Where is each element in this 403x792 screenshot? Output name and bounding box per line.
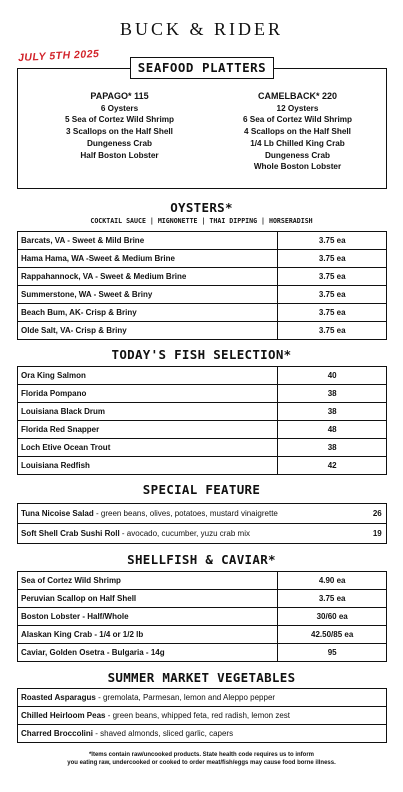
item-price: 3.75 ea [278, 232, 387, 250]
item-name: Louisiana Redfish [18, 457, 278, 475]
table-row [18, 707, 387, 725]
health-disclaimer [0, 752, 403, 767]
item-price: 48 [278, 421, 387, 439]
fish-title: TODAY'S FISH SELECTION* [111, 347, 292, 362]
shellfish-table [17, 571, 387, 662]
item-name: Peruvian Scallop on Half Shell [18, 590, 278, 608]
platter-item: Whole Boston Lobster [253, 162, 342, 172]
item-name: Barcats, VA - Sweet & Mild Brine [18, 232, 278, 250]
disclaimer-line: *Items contain raw/uncooked products. State health code requires us to inform [88, 752, 315, 758]
item-cell [18, 504, 369, 524]
special-title: SPECIAL FEATURE [142, 482, 261, 497]
platter-item: 6 Sea of Cortez Wild Shrimp [242, 115, 353, 125]
special-table [17, 503, 387, 544]
platter-name: PAPAGO* 115 [90, 91, 149, 101]
item-description: - green beans, olives, potatoes, mustard vinaigrette [93, 509, 278, 518]
item-name: Chilled Heirloom Peas [21, 711, 106, 720]
item-price: 95 [278, 644, 387, 662]
item-price: 3.75 ea [278, 286, 387, 304]
item-cell [18, 689, 387, 707]
table-row [18, 232, 387, 250]
disclaimer-line: you eating raw, undercooked or cooked to order meat/fish/eggs may cause food borne illness. [67, 759, 336, 766]
item-cell [18, 524, 369, 544]
item-name: Rappahannock, VA - Sweet & Medium Brine [18, 268, 278, 286]
table-row [18, 268, 387, 286]
item-name: Alaskan King Crab - 1/4 or 1/2 lb [18, 626, 278, 644]
item-name: Olde Salt, VA- Crisp & Briny [18, 322, 278, 340]
table-row [18, 590, 387, 608]
table-row [18, 626, 387, 644]
item-name: Beach Bum, AK- Crisp & Briny [18, 304, 278, 322]
table-row [18, 608, 387, 626]
item-price: 38 [278, 439, 387, 457]
table-row [18, 572, 387, 590]
item-name: Tuna Nicoise Salad [21, 509, 94, 518]
item-name: Sea of Cortez Wild Shrimp [18, 572, 278, 590]
item-price: 30/60 ea [278, 608, 387, 626]
item-name: Soft Shell Crab Sushi Roll [21, 529, 120, 538]
platter-item: 12 Oysters [276, 103, 319, 113]
table-row [18, 689, 387, 707]
item-price: 42 [278, 457, 387, 475]
oysters-title: OYSTERS* [170, 200, 233, 215]
item-name: Florida Pompano [18, 385, 278, 403]
item-description: - gremolata, Parmesan, lemon and Aleppo pepper [95, 693, 276, 702]
platter-item: Half Boston Lobster [80, 150, 159, 160]
platter-item: Dungeness Crab [264, 150, 331, 160]
item-price: 38 [278, 403, 387, 421]
table-row [18, 367, 387, 385]
table-row [18, 304, 387, 322]
item-name: Loch Etive Ocean Trout [18, 439, 278, 457]
table-row [18, 385, 387, 403]
item-name: Boston Lobster - Half/Whole [18, 608, 278, 626]
item-price: 3.75 ea [278, 304, 387, 322]
oysters-table [17, 231, 387, 340]
platter-item: 1/4 Lb Chilled King Crab [250, 138, 345, 148]
table-row [18, 286, 387, 304]
item-description: - shaved almonds, sliced garlic, capers [93, 729, 234, 738]
table-row [18, 403, 387, 421]
item-name: Ora King Salmon [18, 367, 278, 385]
table-row [18, 421, 387, 439]
restaurant-name: BUCK & RIDER [119, 19, 283, 39]
item-price: 3.75 ea [278, 250, 387, 268]
item-name: Louisiana Black Drum [18, 403, 278, 421]
menu-date: JULY 5TH 2025 [17, 47, 100, 65]
item-price: 38 [278, 385, 387, 403]
platter-item: 6 Oysters [100, 103, 139, 113]
table-row [18, 725, 387, 743]
table-row [18, 504, 387, 524]
fish-table [17, 366, 387, 475]
platter-item: 5 Sea of Cortez Wild Shrimp [64, 115, 175, 125]
item-description: - avocado, cucumber, yuzu crab mix [119, 529, 250, 538]
item-price: 4.90 ea [278, 572, 387, 590]
item-price: 40 [278, 367, 387, 385]
item-name: Hama Hama, WA -Sweet & Medium Brine [18, 250, 278, 268]
item-price: 19 [369, 524, 387, 544]
vegetables-table [17, 688, 387, 743]
item-cell [18, 707, 387, 725]
table-row [18, 457, 387, 475]
vegetables-title: SUMMER MARKET VEGETABLES [107, 670, 296, 685]
item-name: Florida Red Snapper [18, 421, 278, 439]
item-name: Charred Broccolini [21, 729, 94, 738]
platter-item: 4 Scallops on the Half Shell [244, 127, 351, 137]
platter-item: Dungeness Crab [86, 138, 153, 148]
item-name: Roasted Asparagus [21, 693, 96, 702]
item-description: - green beans, whipped feta, red radish, lemon zest [105, 711, 291, 720]
item-price: 3.75 ea [278, 268, 387, 286]
table-row [18, 322, 387, 340]
item-price: 3.75 ea [278, 322, 387, 340]
platter-papago [32, 91, 207, 161]
item-cell [18, 725, 387, 743]
platter-item: 3 Scallops on the Half Shell [66, 127, 173, 137]
item-price: 26 [369, 504, 387, 524]
oysters-sauces: COCKTAIL SAUCE | MIGNONETTE | THAI DIPPING | HORSERADISH [90, 217, 313, 225]
table-row [18, 644, 387, 662]
item-price: 42.50/85 ea [278, 626, 387, 644]
table-row [18, 439, 387, 457]
table-row [18, 250, 387, 268]
shellfish-title: SHELLFISH & CAVIAR* [127, 552, 276, 567]
table-row [18, 524, 387, 544]
item-name: Summerstone, WA - Sweet & Briny [18, 286, 278, 304]
seafood-platters-title: SEAFOOD PLATTERS [130, 57, 274, 79]
item-name: Caviar, Golden Osetra - Bulgaria - 14g [18, 644, 278, 662]
platter-camelback [210, 91, 385, 173]
platter-name: CAMELBACK* 220 [257, 91, 337, 101]
item-price: 3.75 ea [278, 590, 387, 608]
